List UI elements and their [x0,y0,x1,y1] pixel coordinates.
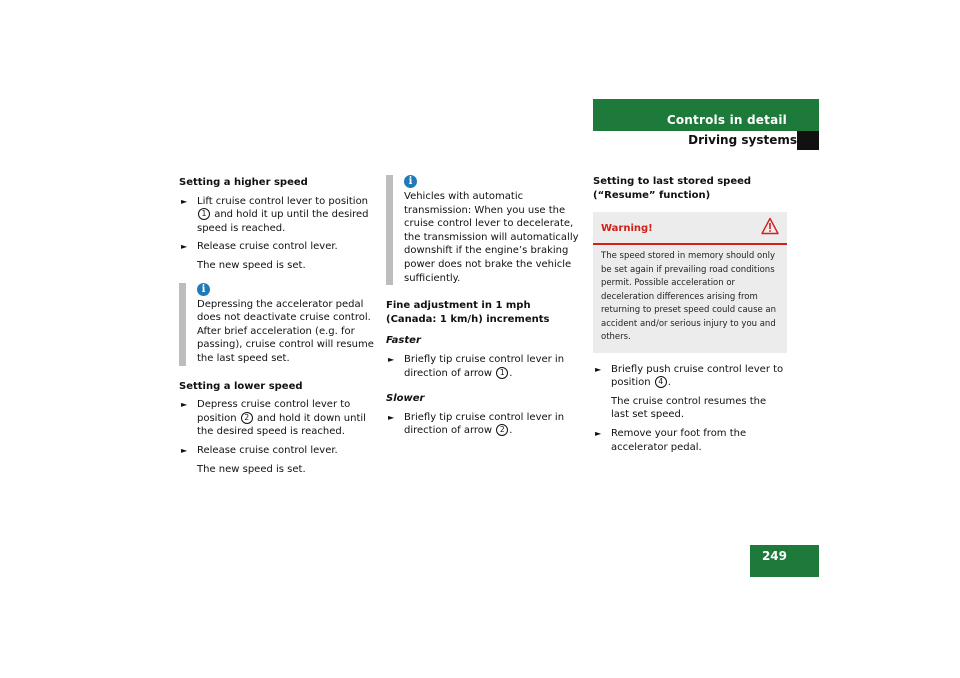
position-marker-1: 1 [198,208,210,220]
warning-triangle-icon [761,217,779,235]
column-1 [179,176,375,481]
heading-lower-speed: Setting a lower speed [179,380,303,392]
info-note [386,175,582,285]
bullet-arrow-icon: ► [388,412,395,422]
step-lift-lever: ► Lift cruise control lever to position 1 and hold it up until the desired speed is reached. [181,195,369,234]
arrow-marker-2: 2 [496,424,508,436]
header-bar [593,99,819,131]
heading-resume: Setting to last stored speed (“Resume” function) [593,176,752,201]
bullet-arrow-icon: ► [388,354,395,364]
result-text: The cruise control resumes the last set speed. [611,395,767,421]
step-depress-lever: ► Depress cruise control lever to position 2 and hold it down until the desired speed is reached. [181,399,366,438]
position-marker-4: 4 [655,376,667,388]
note-bar [179,283,186,366]
header-tab-marker [797,131,819,150]
bullet-arrow-icon: ► [181,196,188,206]
note-text: Depressing the accelerator pedal does not deactivate cruise control. After brief acceleration (e.g. for passing), cruise control will resume the last speed set. [197,298,374,364]
column-3 [593,175,787,459]
info-note [179,283,375,366]
bullet-arrow-icon: ► [595,364,602,374]
page-number: 249 [750,545,819,577]
column-2 [386,175,582,443]
step-release-lever: ► Release cruise control lever. [181,241,338,253]
note-text: Vehicles with automatic transmission: When you use the cruise control lever to decelerate, the transmission will automatically downshift if the engine’s braking power does not brake the vehicle sufficiently. [404,191,579,284]
step-slower: ► Briefly tip cruise control lever in direction of arrow 2 . [388,411,565,437]
position-marker-2: 2 [241,412,253,424]
section-title: Controls in detail [666,113,787,127]
bullet-arrow-icon: ► [181,445,188,455]
step-remove-foot: ► Remove your foot from the accelerator pedal. [595,428,747,453]
result-text: The new speed is set. [197,259,306,271]
note-bar [386,175,393,285]
bullet-arrow-icon: ► [181,242,188,252]
result-text: The new speed is set. [197,463,306,475]
label-faster: Faster [386,335,421,347]
heading-fine-adjustment: Fine adjustment in 1 mph (Canada: 1 km/h) increments [386,300,550,325]
section-subtitle: Driving systems [688,133,797,147]
heading-higher-speed: Setting a higher speed [179,177,308,188]
info-icon: i [404,175,417,188]
label-slower: Slower [386,393,425,405]
warning-header [593,212,787,245]
bullet-arrow-icon: ► [595,429,602,439]
step-release-lever: ► Release cruise control lever. [181,444,338,456]
arrow-marker-1: 1 [496,367,508,379]
info-icon: i [197,283,210,296]
step-push-lever: ► Briefly push cruise control lever to position 4 . [595,363,784,389]
step-faster: ► Briefly tip cruise control lever in direction of arrow 1 . [388,353,565,379]
bullet-arrow-icon: ► [181,400,188,410]
warning-text: The speed stored in memory should only be set again if prevailing road conditions permit. Possible acceleration or deceleration differences arising from returning to preset speed could cause an accident and/or serious injury to you and others. [601,251,777,343]
warning-box [593,212,787,353]
warning-label: Warning! [601,223,653,235]
